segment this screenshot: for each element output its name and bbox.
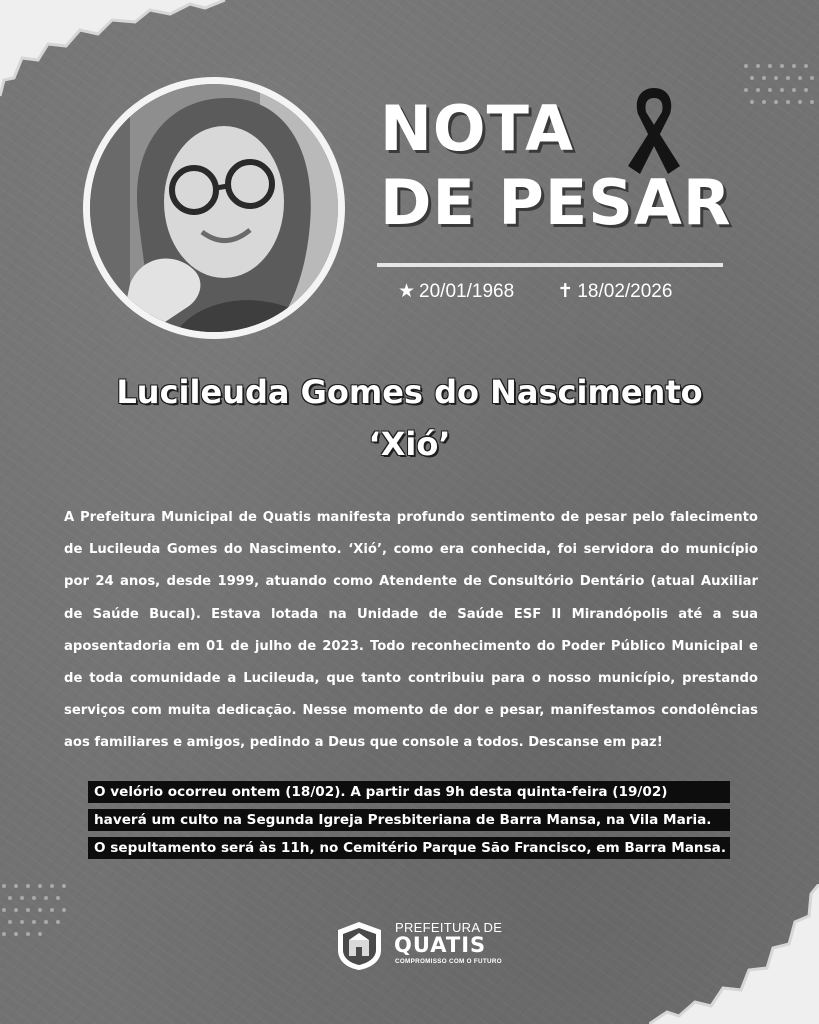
title-line-2: DE PESAR xyxy=(380,166,732,239)
notice-line-2: haverá um culto na Segunda Igreja Presbiteriana de Barra Mansa, na Vila Maria. xyxy=(88,809,730,831)
portrait-photo xyxy=(83,77,345,339)
funeral-notice xyxy=(88,781,730,865)
prefeitura-logo xyxy=(332,914,503,974)
logo-text-line-2: QUATIS xyxy=(394,933,487,957)
dot-pattern-bottom-left xyxy=(0,882,72,938)
death-date-text: 18/02/2026 xyxy=(577,281,673,302)
death-date xyxy=(557,280,672,303)
logo-text-line-1: PREFEITURA DE xyxy=(395,920,503,935)
logo-tagline: COMPROMISSO COM O FUTURO xyxy=(395,958,502,965)
torn-paper-bottom-right xyxy=(649,884,819,1024)
title-line-1: NOTA xyxy=(380,92,575,165)
cross-icon: ✝ xyxy=(557,280,574,302)
portrait-image xyxy=(90,84,338,332)
birth-date-text: 20/01/1968 xyxy=(419,281,515,302)
birth-date xyxy=(398,280,514,303)
notice-line-1: O velório ocorreu ontem (18/02). A partir das 9h desta quinta-feira (19/02) xyxy=(88,781,730,803)
star-icon: ★ xyxy=(398,280,416,302)
dot-pattern-top-right xyxy=(742,62,818,110)
title-divider xyxy=(377,263,723,267)
life-dates xyxy=(398,280,672,303)
city-seal-icon xyxy=(332,916,387,972)
mourning-ribbon-icon xyxy=(618,84,690,176)
deceased-name xyxy=(0,366,819,470)
full-name: Lucileuda Gomes do Nascimento xyxy=(116,373,703,411)
condolence-message: A Prefeitura Municipal de Quatis manifesta profundo sentimento de pesar pelo falecimento de Lucileuda Gomes do Nascimento. ‘Xió’, como era conhecida, foi servidora do município por 24 anos, desde 1999, atuando como Atendente de Consultório Dentário (atual Auxiliar de Saúde Bucal). Estava lotada na Unidade de Saúde ESF II Mirandópolis até a sua aposentadoria em 01 de julho de 2023. Todo reconhecimento do Poder Público Municipal e de toda comunidade a Lucileuda, que tanto contribuiu para o nosso município, prestando serviços com muita dedicação. Nesse momento de dor e pesar, manifestamos condolências aos familiares e amigos, pedindo a Deus que console a todos. Descanse em paz! xyxy=(64,510,758,751)
notice-line-3: O sepultamento será às 11h, no Cemitério Parque São Francisco, em Barra Mansa. xyxy=(88,837,730,859)
nickname: ‘Xió’ xyxy=(368,425,451,463)
